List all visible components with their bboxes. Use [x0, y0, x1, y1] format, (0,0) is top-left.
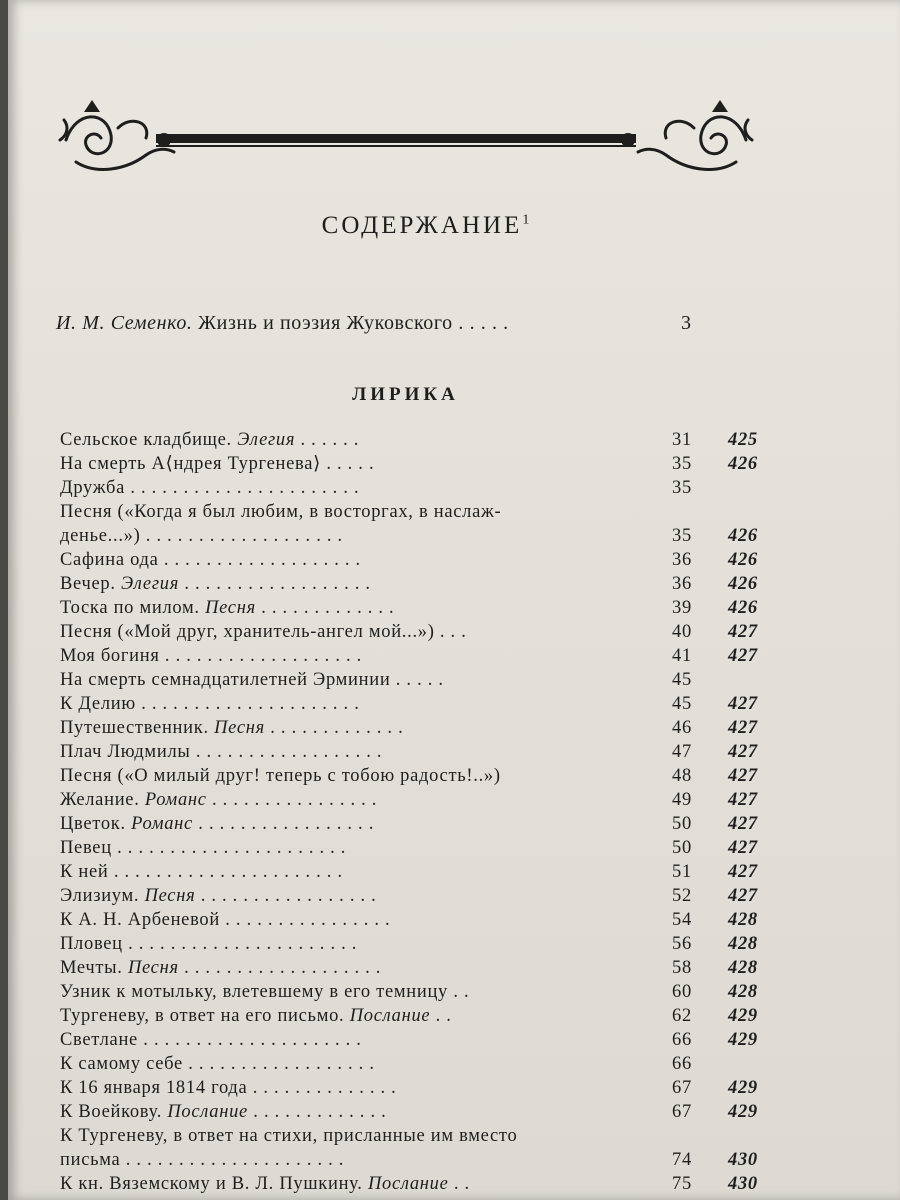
- intro-leader: . . . . .: [458, 312, 509, 334]
- entry-page: 39: [672, 598, 692, 618]
- entry-title: [60, 1004, 645, 1028]
- toc-entry: [60, 1148, 780, 1172]
- entry-title-text: К самому себе: [60, 1054, 183, 1074]
- entry-leader: . .: [453, 1174, 470, 1194]
- entry-leader: . . . . . . . . . . . . . . . . . . .: [184, 958, 382, 978]
- entry-title-text: Песня («Мой друг, хранитель-ангел мой...»): [60, 622, 435, 642]
- toc-entry: [60, 500, 780, 524]
- toc-entry: [60, 524, 780, 548]
- entry-comment-page: 427: [728, 766, 758, 786]
- toc-entry: [60, 596, 780, 620]
- entry-title-text: На смерть семнадцатилетней Эрминии: [60, 670, 391, 690]
- entry-comment-page: 430: [728, 1150, 758, 1170]
- entry-title-text: денье...»): [60, 526, 141, 546]
- entry-leader: . . . . . . . . . . . . . . . . . . . . . .: [113, 862, 343, 882]
- entry-title-text: Вечер.: [60, 574, 116, 594]
- toc-entry: [60, 668, 780, 692]
- entry-leader: . . . . . . . . . . . . . .: [252, 1078, 397, 1098]
- entry-comment-page: 428: [728, 958, 758, 978]
- entry-title-text: Тоска по милом.: [60, 598, 200, 618]
- entry-page: 31: [672, 430, 692, 450]
- entry-leader: . . . . . . . . . . . . .: [270, 718, 404, 738]
- entry-title-text: Дружба: [60, 478, 125, 498]
- entry-title: [60, 668, 645, 692]
- entry-comment-page: 429: [728, 1102, 758, 1122]
- entry-title: [60, 932, 645, 956]
- entry-title-text: Плач Людмилы: [60, 742, 191, 762]
- entry-leader: . . . . . . . . . . . . . . . . . .: [195, 742, 383, 762]
- entry-title: [60, 740, 645, 764]
- toc-entry: [60, 716, 780, 740]
- entry-leader: . . . . .: [395, 670, 444, 690]
- toc-entry: [60, 980, 780, 1004]
- entry-genre: Песня: [205, 598, 256, 618]
- entry-title: [60, 1148, 645, 1172]
- entry-title-text: письма: [60, 1150, 121, 1170]
- entry-title: [60, 548, 645, 572]
- toc-entry: [60, 1028, 780, 1052]
- entry-comment-page: 428: [728, 982, 758, 1002]
- toc-entry: [60, 572, 780, 596]
- entry-title-text: Сельское кладбище.: [60, 430, 232, 450]
- entry-title-text: К А. Н. Арбеневой: [60, 910, 220, 930]
- entry-leader: . . . . . . . . . . . . . . . . . . . . .: [141, 694, 360, 714]
- entry-comment-page: 429: [728, 1030, 758, 1050]
- entry-title-text: Элизиум.: [60, 886, 140, 906]
- toc-entry: [60, 428, 780, 452]
- entry-comment-page: 427: [728, 814, 758, 834]
- entry-title: [60, 1052, 645, 1076]
- entry-page: 74: [672, 1150, 692, 1170]
- entry-leader: . . . . . . . . . . . . . . . . .: [200, 886, 377, 906]
- entry-title-text: На смерть А⟨ндрея Тургенева⟩: [60, 454, 322, 474]
- entry-leader: . . . . .: [326, 454, 375, 474]
- toc-entry: [60, 812, 780, 836]
- entry-leader: . . . . . . . . . . . . .: [253, 1102, 387, 1122]
- entry-leader: . .: [435, 1006, 452, 1026]
- entry-page: 50: [672, 814, 692, 834]
- toc-entry: [60, 1124, 780, 1148]
- toc-entry: [60, 884, 780, 908]
- entry-leader: . . . . . . . . . . . . . . . . . .: [188, 1054, 375, 1074]
- entry-genre: Элегия: [121, 574, 180, 594]
- section-heading: ЛИРИКА: [352, 384, 459, 405]
- book-page: [8, 0, 900, 1200]
- entry-comment-page: 429: [728, 1006, 758, 1026]
- entry-title: [60, 884, 645, 908]
- entry-page: 75: [672, 1174, 692, 1194]
- intro-author: И. М. Семенко.: [56, 312, 193, 334]
- toc-entry: [60, 1100, 780, 1124]
- entry-genre: Послание: [349, 1006, 431, 1026]
- entry-title-text: К Делию: [60, 694, 136, 714]
- entry-title-text: Моя богиня: [60, 646, 160, 666]
- entry-page: 52: [672, 886, 692, 906]
- entry-title: [60, 476, 645, 500]
- entry-title: [60, 764, 645, 788]
- toc-entry: [60, 476, 780, 500]
- entry-comment-page: 427: [728, 646, 758, 666]
- entry-genre: Песня: [144, 886, 196, 906]
- entry-title-text: Песня («Когда я был любим, в восторгах, в наслаж-: [60, 502, 502, 522]
- entry-comment-page: 428: [728, 910, 758, 930]
- entry-page: 49: [672, 790, 692, 810]
- entry-leader: . . . . . . . . . . . . .: [261, 598, 395, 618]
- toc-entry: [60, 932, 780, 956]
- toc-entry: [60, 548, 780, 572]
- entry-leader: . . . . . . . . . . . . . . . . . . .: [145, 526, 343, 546]
- toc-entry: [60, 836, 780, 860]
- entry-page: 40: [672, 622, 692, 642]
- entry-comment-page: 426: [728, 598, 758, 618]
- entry-title: [60, 812, 645, 836]
- entry-page: 36: [672, 574, 692, 594]
- entry-leader: . . . . . . . . . . . . . . . . . . . . .: [125, 1150, 345, 1170]
- entry-page: 62: [672, 1006, 692, 1026]
- entry-title: [60, 956, 645, 980]
- entry-genre: Романс: [131, 814, 193, 834]
- entry-title-text: Певец: [60, 838, 112, 858]
- entry-page: 66: [672, 1030, 692, 1050]
- entry-page: 56: [672, 934, 692, 954]
- entry-title-text: Песня («О милый друг! теперь с тобою радость!..»): [60, 766, 501, 786]
- entry-comment-page: 427: [728, 718, 758, 738]
- entry-comment-page: 427: [728, 790, 758, 810]
- toc-entry: [60, 644, 780, 668]
- toc-entry: [60, 1004, 780, 1028]
- entry-title: [60, 620, 645, 644]
- entry-title-text: К 16 января 1814 года: [60, 1078, 248, 1098]
- intro-entry: [56, 312, 736, 335]
- entry-title: [60, 644, 645, 668]
- entry-title-text: Сафина ода: [60, 550, 159, 570]
- page-title: СОДЕРЖАНИЕ$^1$: [321, 212, 530, 239]
- entry-title: [60, 908, 645, 932]
- toc-entry: [60, 788, 780, 812]
- entry-genre: Песня: [127, 958, 179, 978]
- entry-comment-page: 427: [728, 862, 758, 882]
- entry-leader: . . . . . . . . . . . . . . . . . . . . . .: [130, 478, 360, 498]
- entry-leader: . .: [453, 982, 470, 1002]
- toc-entry: [60, 764, 780, 788]
- entry-genre: Элегия: [237, 430, 296, 450]
- entry-comment-page: 425: [728, 430, 758, 450]
- entry-page: 41: [672, 646, 692, 666]
- entry-page: 66: [672, 1054, 692, 1074]
- entry-comment-page: 427: [728, 886, 758, 906]
- entry-comment-page: 429: [728, 1078, 758, 1098]
- toc-entry: [60, 740, 780, 764]
- entry-genre: Послание: [167, 1102, 248, 1122]
- entry-title-text: Желание.: [60, 790, 140, 810]
- entry-comment-page: 426: [728, 550, 758, 570]
- toc-entry: [60, 1076, 780, 1100]
- toc-entry: [60, 1172, 780, 1196]
- entry-title-text: Цветок.: [60, 814, 126, 834]
- entry-leader: . . . . . . . . . . . . . . . . . . . . .: [143, 1030, 362, 1050]
- entry-title: [60, 452, 645, 476]
- entry-page: 60: [672, 982, 692, 1002]
- entry-leader: . . . . . . . . . . . . . . . . . . . . . .: [117, 838, 347, 858]
- entry-comment-page: 427: [728, 742, 758, 762]
- entry-leader: . . .: [439, 622, 467, 642]
- entry-page: 67: [672, 1102, 692, 1122]
- entry-title: [60, 980, 645, 1004]
- ornamental-header-rule: [56, 100, 756, 180]
- entry-page: 67: [672, 1078, 692, 1098]
- entry-title: [60, 788, 645, 812]
- intro-title: Жизнь и поэзия Жуковского: [198, 312, 453, 334]
- entry-title: [60, 572, 645, 596]
- entry-title-text: Светлане: [60, 1030, 138, 1050]
- entry-title-text: Пловец: [60, 934, 123, 954]
- entry-comment-page: 427: [728, 838, 758, 858]
- toc-entry: [60, 620, 780, 644]
- entry-comment-page: 428: [728, 934, 758, 954]
- entry-page: 45: [672, 670, 692, 690]
- entry-page: 47: [672, 742, 692, 762]
- toc-entry: [60, 956, 780, 980]
- entry-title: [60, 1124, 645, 1148]
- entry-title-text: К ней: [60, 862, 109, 882]
- entry-title: [60, 860, 645, 884]
- entry-title: [60, 1100, 645, 1124]
- entry-comment-page: 426: [728, 454, 758, 474]
- entry-page: 35: [672, 454, 692, 474]
- entry-leader: . . . . . . . . . . . . . . . . . . . . . .: [128, 934, 358, 954]
- entry-leader: . . . . . . . . . . . . . . . . . . .: [164, 646, 362, 666]
- entry-title-text: Путешественник.: [60, 718, 209, 738]
- entry-comment-page: 427: [728, 694, 758, 714]
- entry-page: 36: [672, 550, 692, 570]
- entry-title: [60, 596, 645, 620]
- entry-title: [60, 1076, 645, 1100]
- entry-page: 51: [672, 862, 692, 882]
- entry-page: 45: [672, 694, 692, 714]
- toc-entry: [60, 1052, 780, 1076]
- entry-leader: . . . . . . . . . . . . . . . .: [212, 790, 378, 810]
- entry-title: [60, 716, 645, 740]
- entry-genre: Романс: [144, 790, 207, 810]
- entry-leader: . . . . . . . . . . . . . . . . . . .: [163, 550, 361, 570]
- entry-title: [60, 1028, 645, 1052]
- entry-title-text: К Воейкову.: [60, 1102, 163, 1122]
- entry-title: [60, 428, 645, 452]
- intro-page: 3: [681, 312, 692, 334]
- toc-list: [60, 428, 780, 1196]
- entry-leader: . . . . . .: [300, 430, 360, 450]
- entry-comment-page: 426: [728, 574, 758, 594]
- entry-title-text: Мечты.: [60, 958, 123, 978]
- entry-page: 46: [672, 718, 692, 738]
- entry-title-text: К Тургеневу, в ответ на стихи, присланные им вместо: [60, 1126, 518, 1146]
- entry-title: [60, 524, 645, 548]
- entry-title: [60, 1172, 645, 1196]
- toc-entry: [60, 860, 780, 884]
- entry-genre: Послание: [367, 1174, 449, 1194]
- toc-entry: [60, 692, 780, 716]
- entry-title-text: Узник к мотыльку, влетевшему в его темницу: [60, 982, 449, 1002]
- entry-comment-page: 427: [728, 622, 758, 642]
- entry-comment-page: 426: [728, 526, 758, 546]
- toc-entry: [60, 908, 780, 932]
- entry-page: 54: [672, 910, 692, 930]
- entry-title: [60, 500, 645, 524]
- entry-comment-page: 430: [728, 1174, 758, 1194]
- entry-leader: . . . . . . . . . . . . . . . . . .: [184, 574, 371, 594]
- entry-page: 50: [672, 838, 692, 858]
- entry-title-text: К кн. Вяземскому и В. Л. Пушкину.: [60, 1174, 363, 1194]
- entry-page: 35: [672, 478, 692, 498]
- entry-title: [60, 692, 645, 716]
- entry-leader: . . . . . . . . . . . . . . . . .: [198, 814, 375, 834]
- entry-page: 35: [672, 526, 692, 546]
- entry-page: 58: [672, 958, 692, 978]
- entry-title-text: Тургеневу, в ответ на его письмо.: [60, 1006, 345, 1026]
- entry-genre: Песня: [214, 718, 265, 738]
- entry-page: 48: [672, 766, 692, 786]
- toc-entry: [60, 452, 780, 476]
- entry-leader: . . . . . . . . . . . . . . . .: [225, 910, 391, 930]
- entry-title: [60, 836, 645, 860]
